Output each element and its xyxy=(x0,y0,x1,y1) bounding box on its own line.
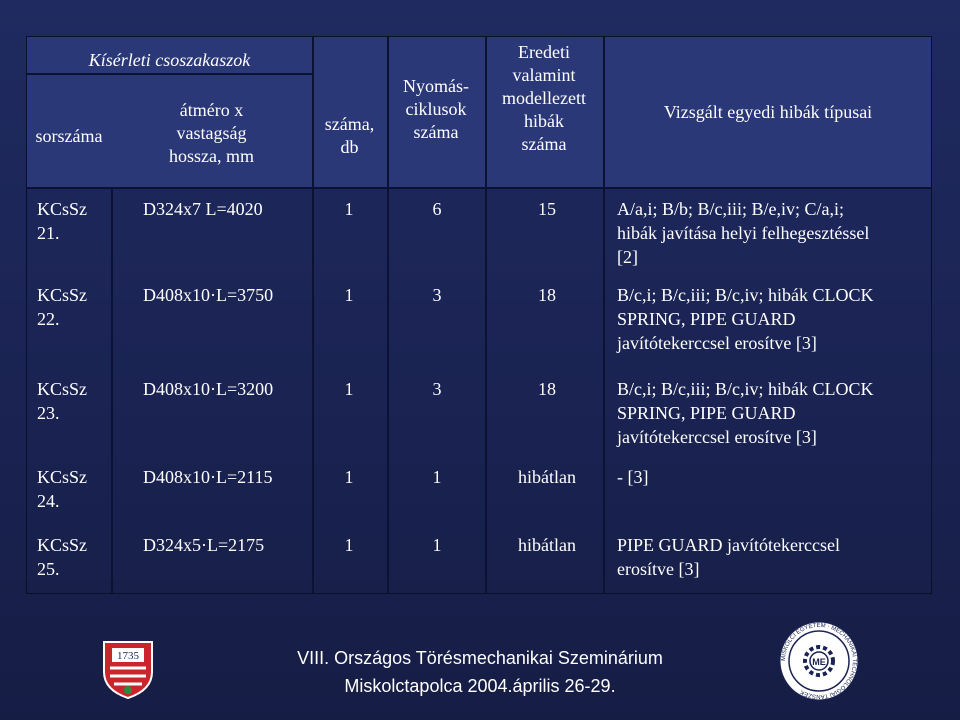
row-dim: D408x10·L=2115 xyxy=(143,467,273,487)
header-cycles: Nyomás- ciklusok száma xyxy=(403,76,469,142)
header-sorszama: sorszáma xyxy=(35,126,103,146)
row-count: 1 xyxy=(344,467,354,487)
row-cycles: 1 xyxy=(432,535,442,555)
row-cycles: 1 xyxy=(432,467,442,487)
row-id: KCsSz 24. xyxy=(37,467,88,511)
row-count: 1 xyxy=(344,285,354,305)
svg-text:1735: 1735 xyxy=(117,650,139,662)
row-defects: hibátlan xyxy=(518,535,576,555)
footer-seminar-title: VIII. Országos Törésmechanikai Szeminárium xyxy=(297,648,663,668)
row-id: KCsSz 22. xyxy=(37,285,88,329)
header-defects: Eredeti valamint modellezett hibák száma xyxy=(502,42,586,154)
header-dimensions: átméro x vastagság hossza, mm xyxy=(169,100,254,166)
row-id: KCsSz 25. xyxy=(37,535,88,579)
row-types: B/c,i; B/c,iii; B/c,iv; hibák CLOCK SPRING, PIPE GUARD javítótekerccsel erosítve [3] xyxy=(617,285,874,353)
row-types: B/c,i; B/c,iii; B/c,iv; hibák CLOCK SPRING, PIPE GUARD javítótekerccsel erosítve [3] xyxy=(617,379,874,447)
row-id: KCsSz 21. xyxy=(37,199,88,243)
row-types: - [3] xyxy=(617,467,649,487)
row-defects: 18 xyxy=(538,379,556,399)
data-table xyxy=(26,36,932,594)
row-dim: D408x10·L=3750 xyxy=(143,285,274,305)
row-dim: D324x7 L=4020 xyxy=(143,199,263,219)
row-types: PIPE GUARD javítótekerccsel erosítve [3] xyxy=(617,535,840,579)
row-defects: 18 xyxy=(538,285,556,305)
header-group-title: Kísérleti csoszakaszok xyxy=(88,50,251,70)
row-dim: D408x10·L=3200 xyxy=(143,379,274,399)
row-count: 1 xyxy=(344,199,354,219)
header-defect-types: Vizsgált egyedi hibák típusai xyxy=(663,102,873,122)
row-dim: D324x5·L=2175 xyxy=(143,535,265,555)
row-count: 1 xyxy=(344,379,354,399)
row-types: A/a,i; B/b; B/c,iii; B/e,iv; C/a,i; hibák javítása helyi felhegesztéssel [2] xyxy=(617,199,870,267)
row-defects: 15 xyxy=(538,199,556,219)
footer-location-date: Miskolctapolca 2004.április 26-29. xyxy=(344,676,616,696)
svg-text:ME: ME xyxy=(812,657,826,667)
row-count: 1 xyxy=(344,535,354,555)
header-count: száma, db xyxy=(324,114,375,157)
row-cycles: 3 xyxy=(432,285,442,305)
row-id: KCsSz 23. xyxy=(37,379,88,423)
row-cycles: 3 xyxy=(432,379,442,399)
row-defects: hibátlan xyxy=(518,467,576,487)
svg-text:MISKOLCI EGYETEM · MECHANIKAI: MISKOLCI EGYETEM · MECHANIKAI TECHNOLÓGIAI TANSZÉK xyxy=(780,622,858,700)
row-cycles: 6 xyxy=(432,199,442,219)
